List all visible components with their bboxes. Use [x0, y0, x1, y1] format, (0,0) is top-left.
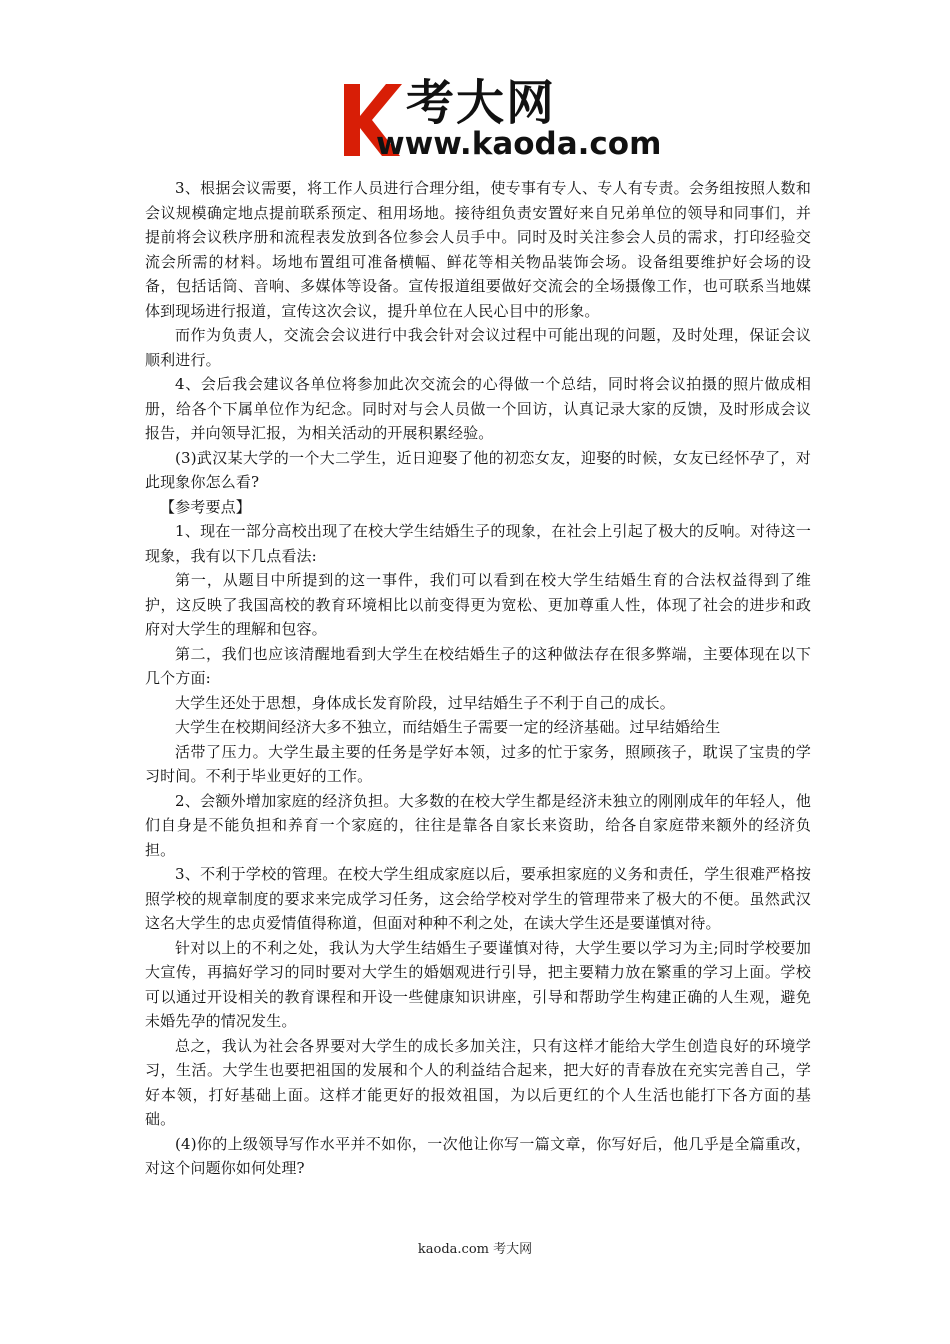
paragraph: 1、现在一部分高校出现了在校大学生结婚生子的现象，在社会上引起了极大的反响。对待这一现象，我有以下几点看法:	[145, 522, 811, 565]
page-footer: kaoda.com 考大网	[417, 1242, 533, 1257]
logo-url-text: www.kaoda.com	[376, 126, 662, 162]
paragraph: 而作为负责人，交流会会议进行中我会针对会议过程中可能出现的问题，及时处理，保证会议顺利进行。	[145, 326, 811, 369]
paragraph: 4、会后我会建议各单位将参加此次交流会的心得做一个总结，同时将会议拍摄的照片做成相册，给各个下属单位作为纪念。同时对与会人员做一个回访，认真记录大家的反馈，及时形成会议报告，并向领导汇报，为相关活动的开展积累经验。	[145, 375, 811, 442]
site-logo[interactable]	[340, 75, 670, 164]
question-paragraph: (3)武汉某大学的一个大二学生，近日迎娶了他的初恋女友，迎娶的时候，女友已经怀孕了，对此现象你怎么看?	[145, 448, 811, 491]
paragraph: 大学生还处于思想，身体成长发育阶段，过早结婚生子不利于自己的成长。	[175, 693, 675, 712]
logo-brand-text: 考大网	[406, 75, 557, 131]
paragraph: 总之，我认为社会各界要对大学生的成长多加关注，只有这样才能给大学生创造良好的环境学习，生活。大学生也要把祖国的发展和个人的利益结合起来，把大好的青春放在充实完善自己，学好本领，打好基础上面。这样才能更好的报效祖国，为以后更红的个人生活也能打下各方面的基础。	[145, 1036, 811, 1128]
paragraph: 第一，从题目中所提到的这一事件，我们可以看到在校大学生结婚生育的合法权益得到了维护，这反映了我国高校的教育环境相比以前变得更为宽松、更加尊重人性，体现了社会的进步和政府对大学生的理解和包容。	[145, 571, 811, 638]
paragraph: 第二，我们也应该清醒地看到大学生在校结婚生子的这种做法存在很多弊端，主要体现在以下几个方面:	[145, 644, 811, 687]
paragraph: 针对以上的不利之处，我认为大学生结婚生子要谨慎对待，大学生要以学习为主;同时学校要加大宣传，再搞好学习的同时要对大学生的婚姻观进行引导，把主要精力放在繁重的学习上面。学校可以通过开设相关的教育课程和开设一些健康知识讲座，引导和帮助学生构建正确的人生观，避免未婚先孕的情况发生。	[145, 938, 811, 1030]
paragraph: 3、不利于学校的管理。在校大学生组成家庭以后，要承担家庭的义务和责任，学生很难严格按照学校的规章制度的要求来完成学习任务，这会给学校对学生的管理带来了极大的不便。虽然武汉这名大学生的忠贞爱情值得称道，但面对种种不利之处，在读大学生还是要谨慎对待。	[145, 865, 811, 932]
paragraph: 大学生在校期间经济大多不独立，而结婚生子需要一定的经济基础。过早结婚给生	[175, 718, 721, 736]
question-paragraph: (4)你的上级领导写作水平并不如你，一次他让你写一篇文章，你写好后，他几乎是全篇重改，对这个问题你如何处理?	[145, 1134, 811, 1177]
paragraph: 活带了压力。大学生最主要的任务是学好本领，过多的忙于家务，照顾孩子，耽误了宝贵的学习时间。不利于毕业更好的工作。	[145, 742, 811, 785]
article-body	[145, 176, 811, 1181]
paragraph: 3、根据会议需要，将工作人员进行合理分组，使专事有专人、专人有专责。会务组按照人数和会议规模确定地点提前联系预定、租用场地。接待组负责安置好来自兄弟单位的领导和同事们，并提前将会议秩序册和流程表发放到各位参会人员手中。同时及时关注参会人员的需求，打印经验交流会所需的材料。场地布置组可准备横幅、鲜花等相关物品装饰会场。设备组要维护好会场的设备，包括话筒、音响、多媒体等设备。宣传报道组要做好交流会的全场摄像工作，也可联系当地媒体到现场进行报道，宣传这次会议，提升单位在人民心目中的形象。	[145, 179, 811, 320]
section-heading: 【参考要点】	[160, 497, 251, 516]
paragraph: 2、会额外增加家庭的经济负担。大多数的在校大学生都是经济未独立的刚刚成年的年轻人，他们自身是不能负担和养育一个家庭的，往往是靠各自家长来资助，给各自家庭带来额外的经济负担。	[145, 791, 811, 859]
